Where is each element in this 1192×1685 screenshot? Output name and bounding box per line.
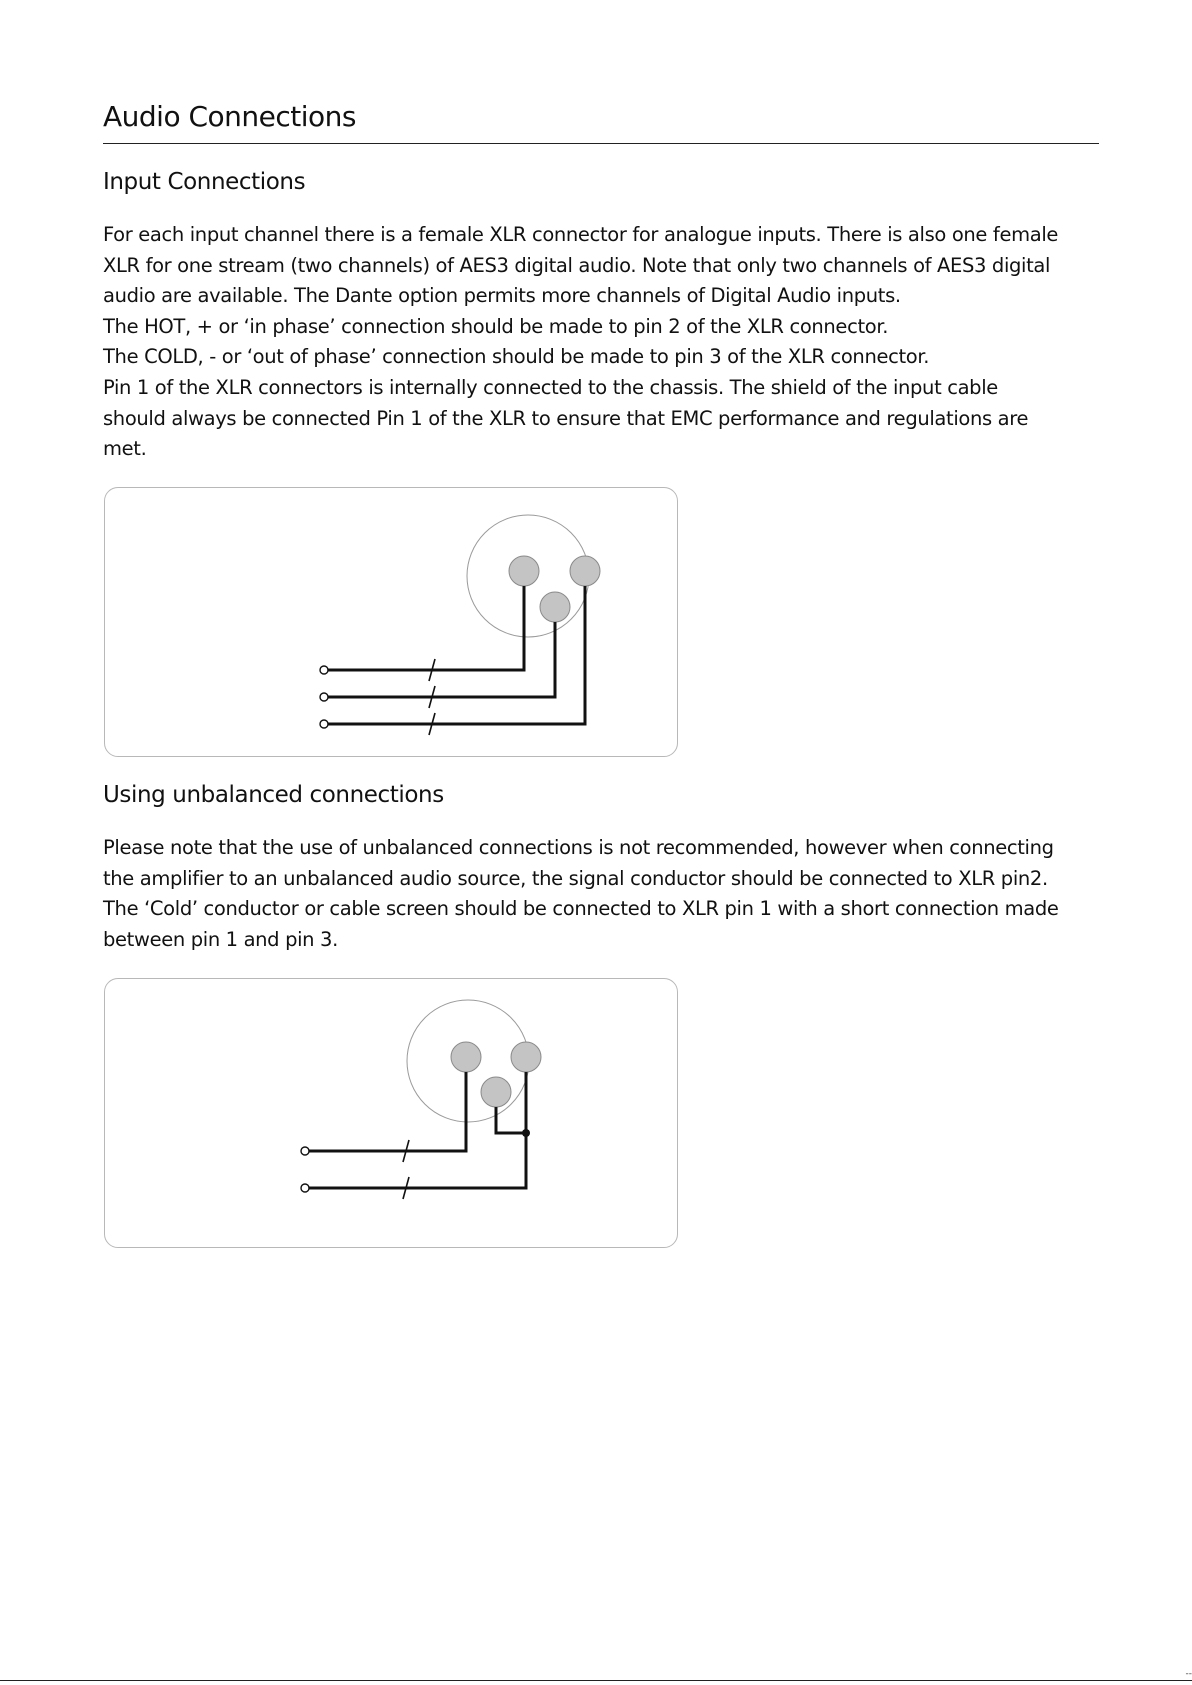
wire-terminal — [320, 693, 328, 701]
paragraph-line: Pin 1 of the XLR connectors is internally connected to the chassis. The shield of the input cable — [103, 375, 998, 399]
paragraph-line: Please note that the use of unbalanced connections is not recommended, however when connecting — [103, 836, 1054, 859]
xlr-pin-3 — [481, 1077, 511, 1107]
wire-terminal — [320, 666, 328, 674]
junction-dot — [522, 1129, 530, 1137]
footer-divider — [0, 1680, 1192, 1681]
wire-terminal — [301, 1147, 309, 1155]
paragraph-line: The ‘Cold’ conductor or cable screen should be connected to XLR pin 1 with a short connection made — [103, 897, 1059, 921]
unbalanced-xlr-diagram-svg — [105, 979, 679, 1249]
unbalanced-xlr-wiring-diagram — [104, 978, 678, 1248]
paragraph-line: met. — [103, 437, 147, 461]
balanced-xlr-diagram-svg — [105, 488, 679, 758]
paragraph-line: The HOT, + or ‘in phase’ connection should be made to pin 2 of the XLR connector. — [103, 314, 889, 338]
paragraph-line: the amplifier to an unbalanced audio source, the signal conductor should be connected to XLR pin2. — [103, 866, 1048, 890]
balanced-xlr-wiring-diagram — [104, 487, 678, 757]
page-title: Audio Connections — [103, 100, 357, 133]
section-heading-input-connections: Input Connections — [103, 169, 306, 195]
input-connections-paragraph — [103, 220, 1103, 465]
xlr-pin-2 — [511, 1042, 541, 1072]
paragraph-line: between pin 1 and pin 3. — [103, 927, 338, 951]
xlr-pin-1 — [509, 556, 539, 586]
xlr-pin-1 — [451, 1042, 481, 1072]
paragraph-line: XLR for one stream (two channels) of AES3 digital audio. Note that only two channels of AES3 digital — [103, 253, 1051, 277]
paragraph-line: should always be connected Pin 1 of the XLR to ensure that EMC performance and regulations are — [103, 406, 1029, 430]
title-divider — [103, 143, 1099, 144]
unbalanced-connections-paragraph — [103, 833, 1103, 955]
xlr-pin-3 — [540, 592, 570, 622]
section-heading-unbalanced: Using unbalanced connections — [103, 782, 444, 808]
paragraph-line: For each input channel there is a female XLR connector for analogue inputs. There is also one female — [103, 223, 1059, 246]
wire-terminal — [320, 720, 328, 728]
xlr-pin-2 — [570, 556, 600, 586]
paragraph-line: The COLD, - or ‘out of phase’ connection should be made to pin 3 of the XLR connector. — [103, 345, 930, 369]
page-number: -- — [1185, 1669, 1192, 1679]
wire-terminal — [301, 1184, 309, 1192]
paragraph-line: audio are available. The Dante option permits more channels of Digital Audio inputs. — [103, 284, 901, 308]
